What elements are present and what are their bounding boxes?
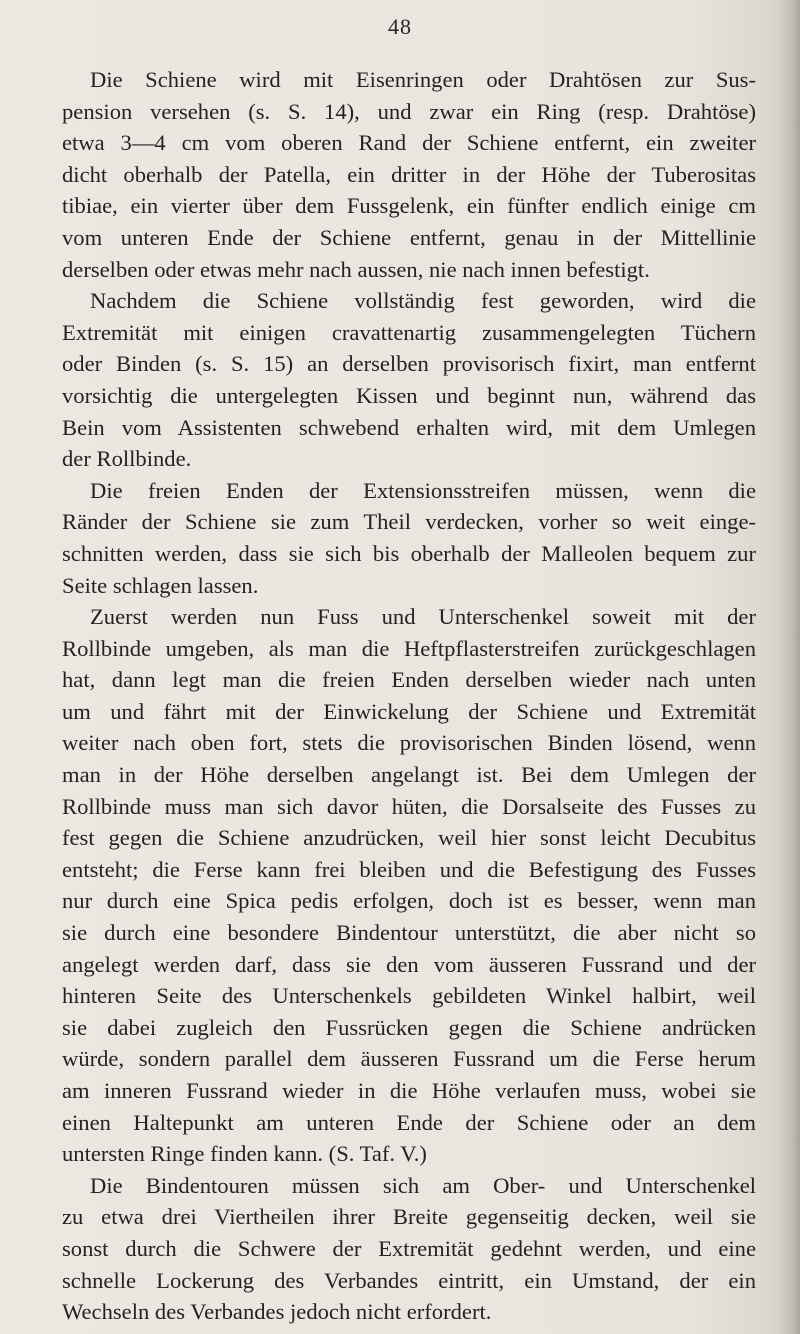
text-line: entsteht; die Ferse kann frei bleiben und die Befestigung des Fusses	[62, 856, 756, 882]
page-edge-shadow	[778, 0, 800, 1334]
text-line: pension versehen (s. S. 14), und zwar ein Ring (resp. Drahtöse)	[62, 98, 756, 124]
text-line: oder Binden (s. S. 15) an derselben provisorisch fixirt, man entfernt	[62, 351, 756, 377]
text-line: würde, sondern parallel dem äusseren Fussrand um die Ferse herum	[62, 1046, 756, 1072]
text-line: schnitten werden, dass sie sich bis oberhalb der Malleolen bequem zur	[62, 540, 756, 566]
text-line: sonst durch die Schwere der Extremität gedehnt werden, und eine	[62, 1235, 756, 1261]
paragraph	[62, 475, 756, 601]
text-line: zu etwa drei Viertheilen ihrer Breite gegenseitig decken, weil sie	[62, 1204, 756, 1230]
text-line: Rollbinde umgeben, als man die Heftpflasterstreifen zurückgeschlagen	[62, 635, 756, 661]
text-line: man in der Höhe derselben angelangt ist. Bei dem Umlegen der	[62, 762, 756, 788]
text-line: hat, dann legt man die freien Enden derselben wieder nach unten	[62, 667, 756, 693]
text-line: weiter nach oben fort, stets die provisorischen Binden lösend, wenn	[62, 730, 756, 756]
text-line: fest gegen die Schiene anzudrücken, weil hier sonst leicht Decubitus	[62, 825, 756, 851]
text-line: etwa 3—4 cm vom oberen Rand der Schiene entfernt, ein zweiter	[62, 130, 756, 156]
text-line: nur durch eine Spica pedis erfolgen, doch ist es besser, wenn man	[62, 888, 756, 914]
text-line: dicht oberhalb der Patella, ein dritter in der Höhe der Tuberositas	[62, 161, 756, 187]
text-line: Die Schiene wird mit Eisenringen oder Drahtösen zur Sus-	[90, 67, 756, 92]
text-line: derselben oder etwas mehr nach aussen, nie nach innen befestigt.	[62, 256, 650, 282]
text-line: um und fährt mit der Einwickelung der Schiene und Extremität	[62, 698, 756, 724]
text-line: sie dabei zugleich den Fussrücken gegen die Schiene andrücken	[62, 1014, 756, 1040]
text-line: einen Haltepunkt am unteren Ende der Schiene oder an dem	[62, 1109, 756, 1135]
body-text	[62, 64, 756, 1328]
text-line: vom unteren Ende der Schiene entfernt, genau in der Mittellinie	[62, 224, 756, 250]
text-line: Die freien Enden der Extensionsstreifen müssen, wenn die	[90, 477, 756, 503]
text-line: vorsichtig die untergelegten Kissen und beginnt nun, während das	[62, 382, 756, 408]
paragraph	[62, 1170, 756, 1328]
text-line: hinteren Seite des Unterschenkels gebildeten Winkel halbirt, weil	[62, 983, 756, 1009]
text-line: Die Bindentouren müssen sich am Ober- und Unterschenkel	[90, 1172, 756, 1198]
text-line: am inneren Fussrand wieder in die Höhe verlaufen muss, wobei sie	[62, 1078, 756, 1103]
text-line: schnelle Lockerung des Verbandes eintritt, ein Umstand, der ein	[62, 1267, 756, 1293]
text-line: untersten Ringe finden kann. (S. Taf. V.)	[62, 1141, 427, 1167]
text-line: tibiae, ein vierter über dem Fussgelenk, ein fünfter endlich einige cm	[62, 193, 756, 219]
text-line: Nachdem die Schiene vollständig fest geworden, wird die	[90, 288, 756, 314]
text-line: Rollbinde muss man sich davor hüten, die Dorsalseite des Fusses zu	[62, 793, 756, 819]
text-line: Zuerst werden nun Fuss und Unterschenkel soweit mit der	[90, 604, 756, 630]
paragraph	[62, 64, 756, 285]
text-line: Wechseln des Verbandes jedoch nicht erfordert.	[62, 1299, 492, 1325]
text-line: Ränder der Schiene sie zum Theil verdecken, vorher so weit einge-	[62, 509, 756, 535]
text-line: angelegt werden darf, dass sie den vom äusseren Fussrand und der	[62, 951, 756, 977]
paragraph	[62, 601, 756, 1170]
paragraph	[62, 285, 756, 475]
text-line: Bein vom Assistenten schwebend erhalten wird, mit dem Umlegen	[62, 414, 756, 440]
text-line: Extremität mit einigen cravattenartig zusammengelegten Tüchern	[62, 319, 756, 345]
text-line: der Rollbinde.	[62, 446, 192, 472]
text-line: sie durch eine besondere Bindentour unterstützt, die aber nicht so	[62, 920, 756, 946]
page-number: 48	[388, 14, 412, 39]
text-line: Seite schlagen lassen.	[62, 572, 259, 598]
